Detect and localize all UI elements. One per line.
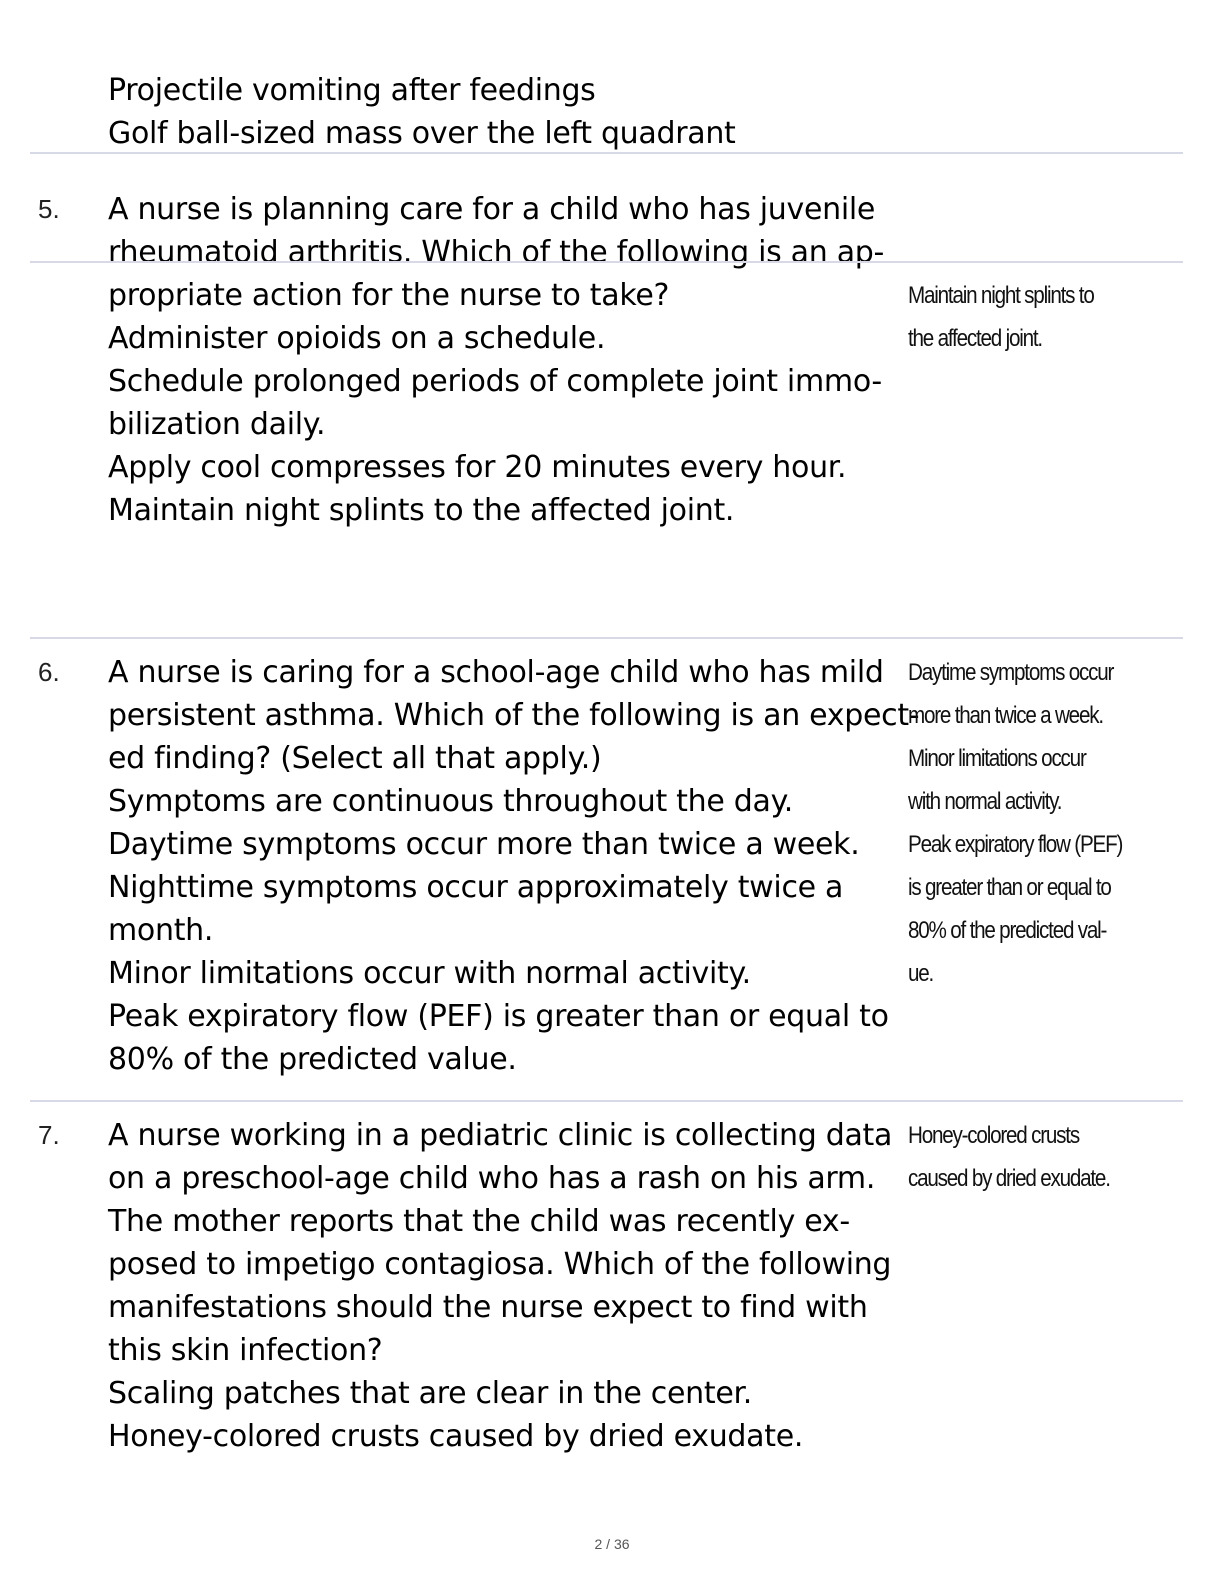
answer-text: caused by dried exudate. [908, 1165, 1110, 1192]
answer-text: more than twice a week. [908, 702, 1103, 729]
option-text: bilization daily. [108, 407, 326, 442]
question-stem: ed finding? (Select all that apply.) [108, 741, 602, 776]
question-number: 7. [38, 1120, 60, 1150]
option-text: Golf ball-sized mass over the left quadrant [108, 116, 736, 151]
option-text: Administer opioids on a schedule. [108, 321, 606, 356]
question-stem: persistent asthma. Which of the following is an expect- [108, 698, 920, 733]
page-indicator: 2 / 36 [594, 1536, 630, 1552]
option-text: Symptoms are continuous throughout the day. [108, 784, 793, 819]
option-text: Apply cool compresses for 20 minutes every hour. [108, 450, 847, 485]
answer-text: Daytime symptoms occur [908, 659, 1114, 686]
question-stem: A nurse working in a pediatric clinic is collecting data [108, 1118, 893, 1153]
question-number: 6. [38, 657, 60, 687]
answer-text: Honey-colored crusts [908, 1122, 1079, 1149]
answer-text: with normal activity. [908, 788, 1062, 815]
question-stem: The mother reports that the child was recently ex- [108, 1204, 850, 1239]
question-stem: manifestations should the nurse expect to find with [108, 1290, 868, 1325]
answer-text: the affected joint. [908, 325, 1042, 352]
option-text: Scaling patches that are clear in the center. [108, 1376, 753, 1411]
option-text: Projectile vomiting after feedings [108, 73, 596, 108]
option-text: Honey-colored crusts caused by dried exudate. [108, 1419, 804, 1454]
answer-text: Maintain night splints to [908, 282, 1094, 309]
divider [30, 261, 1183, 263]
option-text: Peak expiratory flow (PEF) is greater than or equal to [108, 999, 889, 1034]
question-stem: A nurse is planning care for a child who has juvenile [108, 192, 876, 227]
option-text: month. [108, 913, 214, 948]
option-text: Minor limitations occur with normal activity. [108, 956, 751, 991]
divider [30, 637, 1183, 639]
answer-text: Minor limitations occur [908, 745, 1086, 772]
option-text: 80% of the predicted value. [108, 1042, 517, 1077]
option-text: Daytime symptoms occur more than twice a week. [108, 827, 860, 862]
answer-text: Peak expiratory flow (PEF) [908, 831, 1123, 858]
divider [30, 152, 1183, 154]
option-text: Nighttime symptoms occur approximately twice a [108, 870, 844, 905]
answer-text: 80% of the predicted val- [908, 917, 1107, 944]
divider [30, 1100, 1183, 1102]
answer-text: is greater than or equal to [908, 874, 1111, 901]
option-text: Schedule prolonged periods of complete joint immo- [108, 364, 882, 399]
option-text: Maintain night splints to the affected joint. [108, 493, 735, 528]
question-stem: on a preschool-age child who has a rash on his arm. [108, 1161, 876, 1196]
question-stem: rheumatoid arthritis. Which of the following is an ap- [108, 235, 885, 270]
question-number: 5. [38, 194, 60, 224]
question-stem: A nurse is caring for a school-age child who has mild [108, 655, 884, 690]
answer-text: ue. [908, 960, 934, 987]
question-stem: this skin infection? [108, 1333, 383, 1368]
question-stem: propriate action for the nurse to take? [108, 278, 670, 313]
question-stem: posed to impetigo contagiosa. Which of the following [108, 1247, 892, 1282]
